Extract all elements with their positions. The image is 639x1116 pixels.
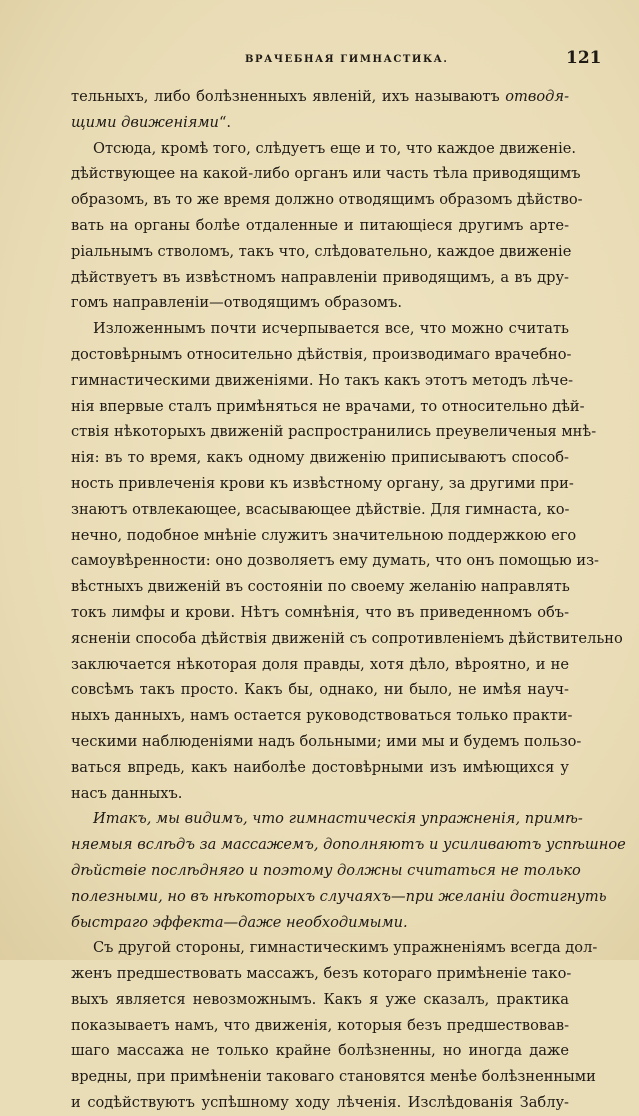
text-segment: Съ другой стороны, гимнастическимъ упражненіямъ всегда дол- xyxy=(93,939,598,957)
text-segment: насъ данныхъ. xyxy=(71,784,183,802)
text-segment: ность привлеченія крови къ извѣстному органу, за другими при- xyxy=(71,474,574,492)
text-line xyxy=(71,574,569,600)
text-line xyxy=(71,110,569,136)
text-segment: совсѣмъ такъ просто. Какъ бы, однако, ни было, не имѣя науч- xyxy=(71,681,569,699)
text-line xyxy=(71,961,572,987)
text-segment: вѣстныхъ движеній въ состояніи по своему желанію направлять xyxy=(71,578,570,596)
text-line xyxy=(71,187,583,213)
text-line xyxy=(71,806,583,832)
text-line xyxy=(71,600,569,626)
text-line xyxy=(71,445,569,471)
text-segment: самоувѣренности: оно дозволяетъ ему думать, что онъ помощью из- xyxy=(71,552,599,570)
text-segment: вать на органы болѣе отдаленные и питающіеся другимъ арте- xyxy=(71,216,569,234)
text-segment: знаютъ отвлекающее, всасывающее дѣйствіе. Для гимнаста, ко- xyxy=(71,500,570,518)
text-line xyxy=(71,677,569,703)
text-line xyxy=(71,265,569,291)
text-segment: гомъ направленіи—отводящимъ образомъ. xyxy=(71,294,403,312)
text-line xyxy=(71,84,569,110)
text-line xyxy=(71,1013,569,1039)
text-line xyxy=(71,523,577,549)
text-line xyxy=(71,394,585,420)
text-line xyxy=(71,626,623,652)
text-line xyxy=(71,290,569,316)
text-segment: вредны, при примѣненіи таковаго становятся менѣе болѣзненными xyxy=(71,1068,596,1086)
italic-text-segment: дѣйствіе послѣдняго и поэтому должны считаться не только xyxy=(71,861,581,879)
text-segment: токъ лимфы и крови. Нѣтъ сомнѣнія, что въ приведенномъ объ- xyxy=(71,603,569,621)
text-line xyxy=(71,729,582,755)
text-segment: дѣйствующее на какой-либо органъ или часть тѣла приводящимъ xyxy=(71,165,581,183)
text-line xyxy=(71,419,597,445)
text-segment: ріальнымъ стволомъ, такъ что, слѣдовательно, каждое движеніе xyxy=(71,242,572,260)
page-header xyxy=(0,50,639,72)
text-line xyxy=(71,1038,569,1064)
italic-text-segment: щими движеніями xyxy=(71,113,219,131)
text-line xyxy=(71,1064,596,1090)
text-segment: и содѣйствуютъ успѣшному ходу лѣченія. Изслѣдованія Заблу- xyxy=(71,1094,569,1112)
text-line xyxy=(71,703,573,729)
text-line xyxy=(71,858,581,884)
text-line xyxy=(71,832,626,858)
italic-text-segment: няемыя вслѣдъ за массажемъ, дополняютъ и усиливаютъ успѣшное xyxy=(71,836,626,854)
text-line xyxy=(71,342,572,368)
text-line xyxy=(71,497,569,523)
text-line xyxy=(71,987,569,1013)
text-segment: ческими наблюденіями надъ больными; ими мы и будемъ пользо- xyxy=(71,732,582,750)
text-segment: показываетъ намъ, что движенія, которыя безъ предшествовав- xyxy=(71,1016,569,1034)
text-segment: образомъ, въ то же время должно отводящимъ образомъ дѣйство- xyxy=(71,191,583,209)
text-segment: выхъ является невозможнымъ. Какъ я уже сказалъ, практика xyxy=(71,990,569,1008)
text-segment: ясненіи способа дѣйствія движеній съ сопротивленіемъ дѣйствительно xyxy=(71,629,623,647)
text-segment: нія впервые сталъ примѣняться не врачами, то относительно дѣй- xyxy=(71,397,585,415)
text-segment: заключается нѣкоторая доля правды, хотя дѣло, вѣроятно, и не xyxy=(71,655,569,673)
text-line xyxy=(71,239,572,265)
italic-text-segment: полезными, но въ нѣкоторыхъ случаяхъ—при желаніи достигнуть xyxy=(71,887,607,905)
text-segment: Изложеннымъ почти исчерпывается все, что можно считать xyxy=(93,320,569,338)
text-line xyxy=(71,213,569,239)
text-line xyxy=(71,884,607,910)
text-segment: тельныхъ, либо болѣзненныхъ явленій, ихъ называютъ xyxy=(71,88,506,105)
text-line xyxy=(71,316,569,342)
text-line xyxy=(71,161,581,187)
text-segment: нія: въ то время, какъ одному движенію приписываютъ способ- xyxy=(71,449,569,467)
italic-text-segment: Итакъ, мы видимъ, что гимнастическія упражненія, примѣ- xyxy=(93,810,583,828)
text-segment: достовѣрнымъ относительно дѣйствія, производимаго врачебно- xyxy=(71,345,572,363)
running-title: ВРАЧЕБНАЯ ГИМНАСТИКА. xyxy=(245,54,449,65)
text-line xyxy=(71,136,577,162)
text-line xyxy=(71,652,569,678)
text-segment: Отсюда, кромѣ того, слѣдуетъ еще и то, что каждое движеніе. xyxy=(93,139,577,157)
text-line xyxy=(71,910,569,936)
text-segment: гимнастическими движеніями. Но такъ какъ этотъ методъ лѣче- xyxy=(71,371,574,389)
body-text xyxy=(71,84,626,1116)
text-line xyxy=(71,935,598,961)
text-segment: нечно, подобное мнѣніе служитъ значительною поддержкою его xyxy=(71,526,577,544)
text-line xyxy=(71,781,569,807)
italic-text-segment: быстраго эффекта—даже необходимыми. xyxy=(71,913,408,931)
text-segment: ствія нѣкоторыхъ движеній распространились преувеличеныя мнѣ- xyxy=(71,423,597,441)
text-segment: ваться впредь, какъ наиболѣе достовѣрными изъ имѣющихся у xyxy=(71,758,569,776)
text-line xyxy=(71,1090,569,1116)
italic-text-segment: отводя- xyxy=(505,88,569,105)
text-segment: шаго массажа не только крайне болѣзненны, но иногда даже xyxy=(71,1042,569,1060)
text-line xyxy=(71,471,574,497)
text-line xyxy=(71,368,574,394)
text-segment: женъ предшествовать массажъ, безъ котораго примѣненіе тако- xyxy=(71,965,572,983)
page-number: 121 xyxy=(566,48,602,68)
text-segment: “. xyxy=(218,113,232,131)
text-line xyxy=(71,548,599,574)
text-line xyxy=(71,755,569,781)
text-segment: ныхъ данныхъ, намъ остается руководствоваться только практи- xyxy=(71,707,573,725)
text-segment: дѣйствуетъ въ извѣстномъ направленіи приводящимъ, а въ дру- xyxy=(71,268,569,286)
